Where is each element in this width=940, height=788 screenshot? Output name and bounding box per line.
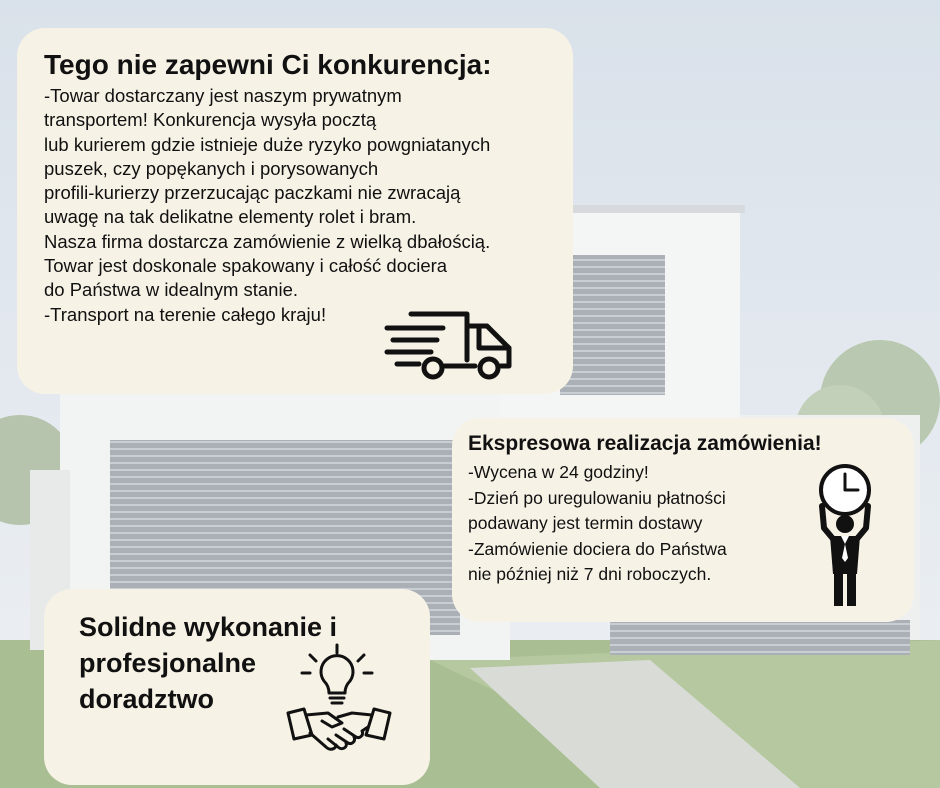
express-card — [452, 418, 914, 622]
competition-line: -Transport na terenie całego kraju! — [44, 303, 327, 325]
businessman-clock-icon — [810, 462, 880, 606]
competition-line: uwagę na tak delikatne elementy rolet i bram. — [44, 206, 417, 228]
quality-card — [44, 589, 430, 785]
competition-line: puszek, czy popękanych i porysowanych — [44, 157, 379, 179]
delivery-truck-icon — [383, 308, 517, 384]
express-line: -Wycena w 24 godziny! — [468, 462, 649, 482]
lightbulb-handshake-icon — [280, 643, 398, 761]
competition-line: lub kurierem gdzie istnieje duże ryzyko powgniatanych — [44, 133, 491, 155]
express-line: podawany jest termin dostawy — [468, 513, 703, 533]
competition-card — [17, 28, 573, 394]
competition-line: Nasza firma dostarcza zamówienie z wielką dbałością. — [44, 230, 491, 252]
quality-title-line: Solidne wykonanie i — [79, 612, 338, 642]
competition-line: do Państwa w idealnym stanie. — [44, 279, 298, 301]
express-title: Ekspresowa realizacja zamówienia! — [468, 432, 822, 455]
express-line: -Zamówienie dociera do Państwa — [468, 538, 727, 559]
competition-line: -Towar dostarczany jest naszym prywatnym — [44, 85, 402, 106]
competition-line: transportem! Konkurencja wysyła pocztą — [44, 109, 377, 131]
competition-line: Towar jest doskonale spakowany i całość dociera — [44, 255, 448, 277]
competition-line: profili-kurierzy przerzucając paczkami nie zwracają — [44, 182, 461, 204]
competition-text — [44, 84, 573, 327]
competition-title: Tego nie zapewni Ci konkurencja: — [44, 49, 492, 80]
quality-title-line: doradztwo — [79, 684, 214, 714]
express-line: nie później niż 7 dni roboczych. — [468, 564, 712, 584]
express-line: -Dzień po uregulowaniu płatności — [468, 487, 726, 508]
quality-title-line: profesjonalne — [79, 648, 257, 678]
